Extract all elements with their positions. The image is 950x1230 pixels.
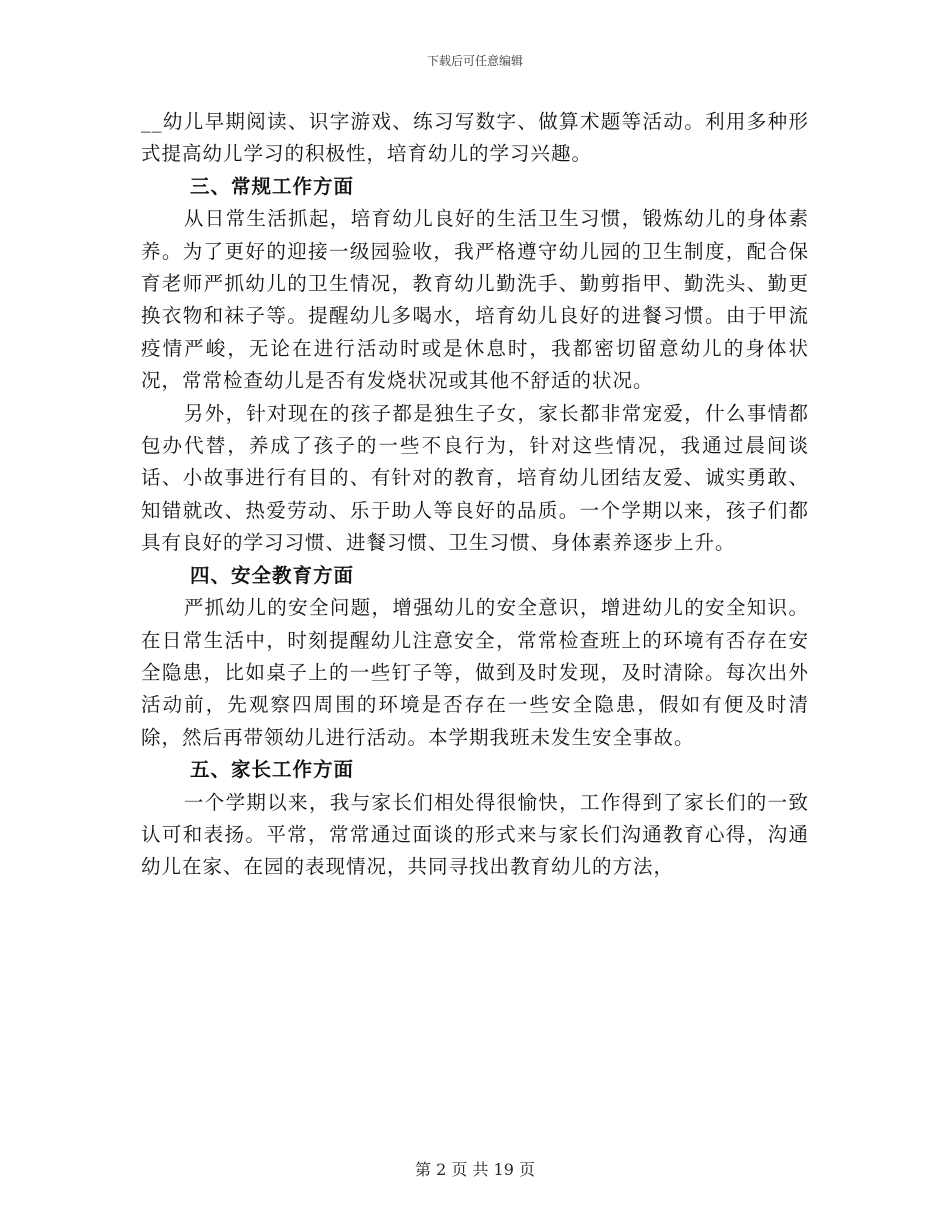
page-header: 下载后可任意编辑 (426, 54, 523, 68)
paragraph-parent-work: 一个学期以来，我与家长们相处得很愉快，工作得到了家长们的一致认可和表扬。平常，常常通过面谈的形式来与家长们沟通教育心得，沟通幼儿在家、在园的表现情况，共同寻找出教育幼儿的方法， (141, 790, 809, 879)
section-heading-parent-work: 五、家长工作方面 (190, 758, 355, 782)
paragraph-routine-work: 从日常生活抓起，培育幼儿良好的生活卫生习惯，锻炼幼儿的身体素养。为了更好的迎接一级园验收，我严格遵守幼儿园的卫生制度，配合保育老师严抓幼儿的卫生情况，教育幼儿勤洗手、勤剪指甲、勤洗头、勤更换衣物和袜子等。提醒幼儿多喝水，培育幼儿良好的进餐习惯。由于甲流疫情严峻，无论在进行活动时或是休息时，我都密切留意幼儿的身体状况，常常检查幼儿是否有发烧状况或其他不舒适的状况。 (141, 207, 809, 393)
section-heading-routine-work: 三、常规工作方面 (190, 174, 355, 198)
section-heading-safety-education: 四、安全教育方面 (190, 563, 355, 587)
paragraph-safety-education: 严抓幼儿的安全问题，增强幼儿的安全意识，增进幼儿的安全知识。在日常生活中，时刻提醒幼儿注意安全，常常检查班上的环境有否存在安全隐患，比如桌子上的一些钉子等，做到及时发现，及时清除。每次出外活动前，先观察四周围的环境是否存在一些安全隐患，假如有便及时清除，然后再带领幼儿进行活动。本学期我班未发生安全事故。 (141, 596, 809, 749)
document-body (141, 106, 809, 884)
page-footer-page-number: 第 2 页 共 19 页 (415, 1160, 535, 1179)
paragraph-continued: __幼儿早期阅读、识字游戏、练习写数字、做算术题等活动。利用多种形式提高幼儿学习的积极性，培育幼儿的学习兴趣。 (141, 110, 809, 166)
paragraph-behavior-education: 另外，针对现在的孩子都是独生子女，家长都非常宠爱，什么事情都包办代替，养成了孩子的一些不良行为，针对这些情况，我通过晨间谈话、小故事进行有目的、有针对的教育，培育幼儿团结友爱、诚实勇敢、知错就改、热爱劳动、乐于助人等良好的品质。一个学期以来，孩子们都具有良好的学习习惯、进餐习惯、卫生习惯、身体素养逐步上升。 (141, 401, 809, 555)
